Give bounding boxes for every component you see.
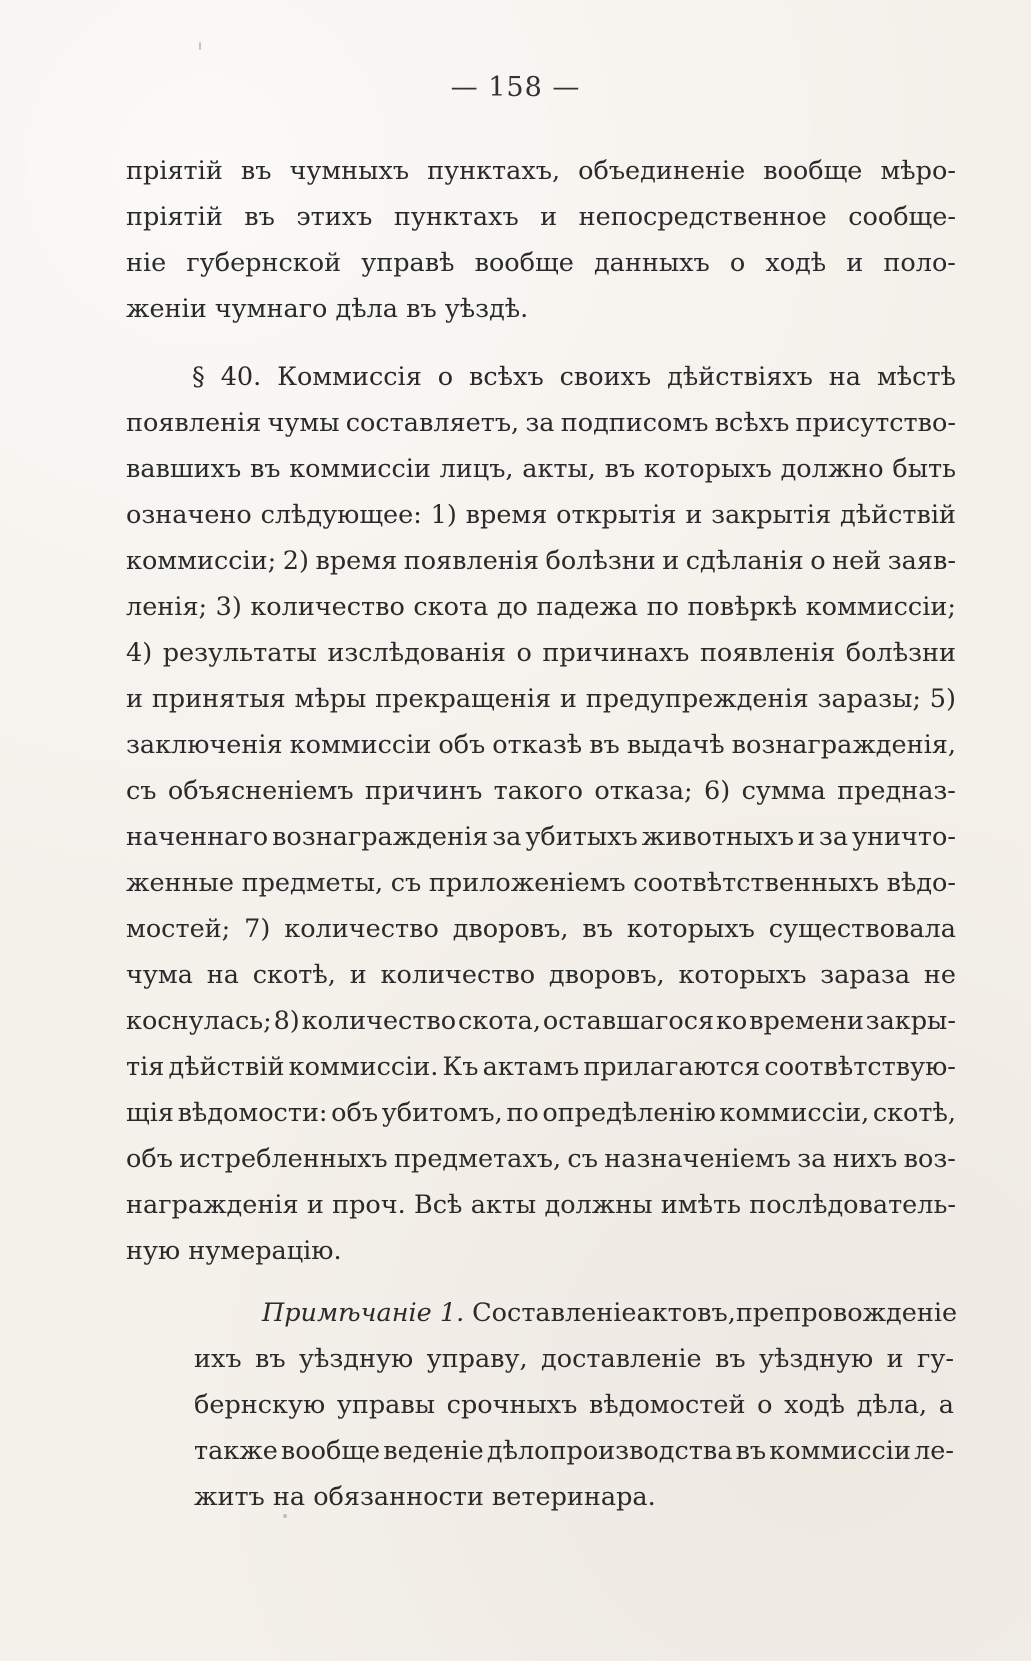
word: присутство- [795,408,956,438]
word: 6) [704,776,731,806]
word: а [938,1390,954,1420]
word: зараза [820,960,911,990]
word: времени [749,1006,864,1036]
word: дѣлопроизводства [486,1436,733,1466]
word: управы [336,1390,436,1420]
word: по [646,592,679,622]
word: въ [714,1344,746,1374]
word: вѣдо- [886,868,956,898]
word: такого [493,776,583,806]
word: причинахъ [542,638,690,668]
word: выдачѣ [626,730,725,760]
note-line [194,1382,954,1428]
word: и [306,1190,324,1220]
page-number: — 158 — [450,72,581,103]
word: опредѣленію [542,1098,716,1128]
note-line: житъ на обязанности ветеринара. [194,1482,656,1512]
paragraph-line [126,860,956,906]
word: бернскую [194,1390,326,1420]
paragraph-line [126,814,956,860]
word: означено [126,500,252,530]
word: животныхъ [641,822,794,852]
word: быть [892,454,956,484]
word: имѣть [660,1190,741,1220]
word: въ [244,202,275,232]
word: отказа; [594,776,693,806]
word: должно [780,454,884,484]
word: 40. [220,362,262,392]
word: которыхъ [643,454,772,484]
word: повѣркѣ [687,592,798,622]
word: коммиссіи. [288,1052,439,1082]
word: коммиссіи; [805,592,956,622]
word: въ [589,730,620,760]
word: вознагражденія [272,822,489,852]
paragraph-line [126,240,956,286]
word: убитомъ, [381,1098,503,1128]
word: этихъ [296,202,373,232]
word: въ [604,454,636,484]
word: пріятій [126,156,223,186]
word: 5) [929,684,956,714]
word: ней [832,546,882,576]
word: также [194,1436,278,1466]
word: срочныхъ [446,1390,578,1420]
word: объ [331,1098,379,1128]
note-block [194,1290,958,1520]
word: съ [126,776,157,806]
word: дворовъ, [452,914,569,944]
word: всѣхъ [469,362,544,392]
word: прекращенія [375,684,552,714]
word: и [349,960,367,990]
word: всѣхъ [714,408,790,438]
word: скота [413,592,489,622]
word: скотѣ, [252,960,336,990]
word: о [516,638,532,668]
word: вообще [474,248,574,278]
word: женные [126,868,234,898]
word: сообще- [848,202,956,232]
word: 4) [126,638,153,668]
word: объ [438,730,486,760]
word: должны [544,1190,653,1220]
paragraph-line [126,906,956,952]
word: доставленіе [541,1344,702,1374]
word: мѣстѣ [876,362,956,392]
word: ле- [914,1436,954,1466]
word: дѣйствіяхъ [667,362,813,392]
word: тія [126,1052,165,1082]
word: по [506,1098,539,1128]
word: оставшагося [542,1006,715,1036]
word: въ [249,454,281,484]
word: пріятій [126,202,223,232]
paragraph-line [126,1044,956,1090]
word: предназ- [837,776,956,806]
word: Коммиссія [277,362,422,392]
word: подписомъ [560,408,709,438]
word: 7) [244,914,271,944]
paragraph-line: ную нумерацію. [126,1236,342,1266]
word: закрытія [711,500,832,530]
word: Составленіе [472,1298,637,1328]
word: уѣздную [299,1344,414,1374]
ink-speck [199,42,201,50]
word: изслѣдованія [327,638,506,668]
word: дѣйствій [168,1052,285,1082]
word: дворовъ, [548,960,665,990]
word: объясненіемъ [167,776,354,806]
word: чумы [267,408,340,438]
paragraph-line [126,630,956,676]
word: и [685,500,703,530]
word: и [797,822,815,852]
word: чума [126,960,193,990]
word: своихъ [559,362,652,392]
word: приложеніемъ [428,868,626,898]
word: появленія [403,546,540,576]
word: данныхъ [593,248,710,278]
note-line [194,1336,954,1382]
paragraph-1 [126,148,956,332]
word: объединеніе [578,156,746,186]
word: губернской [186,248,342,278]
word: за [525,408,555,438]
word: акты [470,1190,537,1220]
word: предупрежденія [585,684,809,714]
word: управу, [426,1344,528,1374]
word: вѣдомостей [589,1390,746,1420]
paragraph-line [126,952,956,998]
note-line [194,1428,954,1474]
word: время [465,500,548,530]
word: заразы; [817,684,921,714]
word: 3) [215,592,242,622]
word: нихъ [832,1144,898,1174]
word: вѣдомости: [177,1098,328,1128]
word: коммиссіи [289,730,432,760]
word: истребленныхъ [179,1144,388,1174]
word: падежа [536,592,639,622]
word: лицъ, [439,454,514,484]
word: ихъ [194,1344,242,1374]
word: заяв- [887,546,956,576]
word: скотѣ, [872,1098,956,1128]
word: гу- [917,1344,954,1374]
word: существовала [768,914,956,944]
word: съ [390,868,422,898]
word: принятыя [151,684,286,714]
word: коммиссіи, [719,1098,870,1128]
word: предметы, [241,868,384,898]
word: до [496,592,528,622]
word: пунктахъ, [427,156,561,186]
word: за [818,822,849,852]
word: о [810,546,826,576]
word: наченнаго [126,822,269,852]
paragraph-line [126,194,956,240]
paragraph-line [126,722,956,768]
word: коснулась; [126,1006,272,1036]
word: поло- [883,248,956,278]
word: слѣдующее: [260,500,422,530]
word: сумма [741,776,826,806]
word: количество [301,1006,457,1036]
word: количество [250,592,405,622]
word: убитыхъ [525,822,638,852]
paragraph-line [126,492,956,538]
word: скота, [458,1006,541,1036]
word: дѣйствій [840,500,956,530]
word: актовъ, [636,1298,736,1328]
word: коммиссіи [289,454,431,484]
word: объ [126,1144,173,1174]
word: вознагражденія, [731,730,956,760]
word: которыхъ [678,960,807,990]
word: Къ [442,1052,479,1082]
word: препровожденіе [735,1298,958,1328]
word: коммиссіи; [126,546,277,576]
word: Всѣ [414,1190,463,1220]
paragraph-line [126,148,956,194]
word: чумныхъ [289,156,410,186]
word: количество [284,914,439,944]
word: коммиссіи [769,1436,911,1466]
word: мостей; [126,914,231,944]
word: пунктахъ [393,202,519,232]
word: назначеніемъ [604,1144,791,1174]
word: составляетъ, [345,408,520,438]
paragraph-line [126,446,956,492]
paragraph-line: женіи чумнаго дѣла въ уѣздѣ. [126,294,529,324]
word: уѣздную [758,1344,874,1374]
word: актамъ [482,1052,580,1082]
word: о [437,362,454,392]
word: воз- [903,1144,956,1174]
word: болѣзни [845,638,956,668]
word: непосредственное [578,202,827,232]
paragraph-line [126,998,956,1044]
word: вавшихъ [126,454,242,484]
word: ходѣ [765,248,827,278]
word: дѣла, [856,1390,928,1420]
word: мѣры [294,684,367,714]
paragraph-line [126,1182,956,1228]
word: мѣро- [880,156,956,186]
paragraph-line [126,768,956,814]
word: 8) [273,1006,300,1036]
word: результаты [162,638,317,668]
word: послѣдователь- [749,1190,956,1220]
word: акты, [522,454,596,484]
word: за [492,822,522,852]
note-label: Примѣчаніе 1. [262,1298,465,1328]
word: закры- [865,1006,956,1036]
word: ходѣ [784,1390,845,1420]
word: вообще [763,156,863,186]
word: и [559,684,577,714]
word: время [315,546,398,576]
word: появленія [126,408,262,438]
word: съ [567,1144,598,1174]
word: сдѣланія [685,546,804,576]
word: вообще [280,1436,381,1466]
word: и [886,1344,904,1374]
word: уничто- [852,822,956,852]
paragraph-line [126,584,956,630]
word: количество [380,960,536,990]
paragraph-line [126,676,956,722]
word: и [846,248,864,278]
word: и [662,546,680,576]
word: въ [735,1436,767,1466]
note-first-text [472,1290,957,1336]
word: на [206,960,239,990]
paragraph-line [126,538,956,584]
word: управѣ [361,248,455,278]
note-first-line [262,1290,958,1336]
word: награжденія [126,1190,299,1220]
word: на [828,362,861,392]
paragraph-line [126,400,956,446]
word: прилагаются [583,1052,761,1082]
word: предметахъ, [394,1144,562,1174]
paragraph-line [126,1136,956,1182]
word: проч. [332,1190,406,1220]
word: веденіе [383,1436,484,1466]
word: 1) [430,500,457,530]
word: ніе [126,248,167,278]
word: и [540,202,558,232]
word: отказѣ [492,730,583,760]
word: въ [240,156,272,186]
word: 2) [282,546,309,576]
paragraph-line [126,1090,956,1136]
word: щія [126,1098,174,1128]
paragraph-2 [126,354,956,1274]
word: въ [582,914,613,944]
word: не [923,960,956,990]
word: ленія; [126,592,208,622]
word: о [757,1390,773,1420]
word: за [797,1144,827,1174]
word: заключенія [126,730,283,760]
ink-speck [283,1514,287,1518]
word: § [192,362,205,392]
word: открытія [556,500,677,530]
word: которыхъ [626,914,755,944]
word: и [126,684,143,714]
word: ко [715,1006,748,1036]
paragraph-line [126,354,956,400]
word: соотвѣтственныхъ [633,868,879,898]
word: соотвѣтствую- [764,1052,956,1082]
word: болѣзни [545,546,656,576]
word: причинъ [364,776,483,806]
word: о [729,248,746,278]
word: въ [255,1344,286,1374]
word: появленія [699,638,836,668]
